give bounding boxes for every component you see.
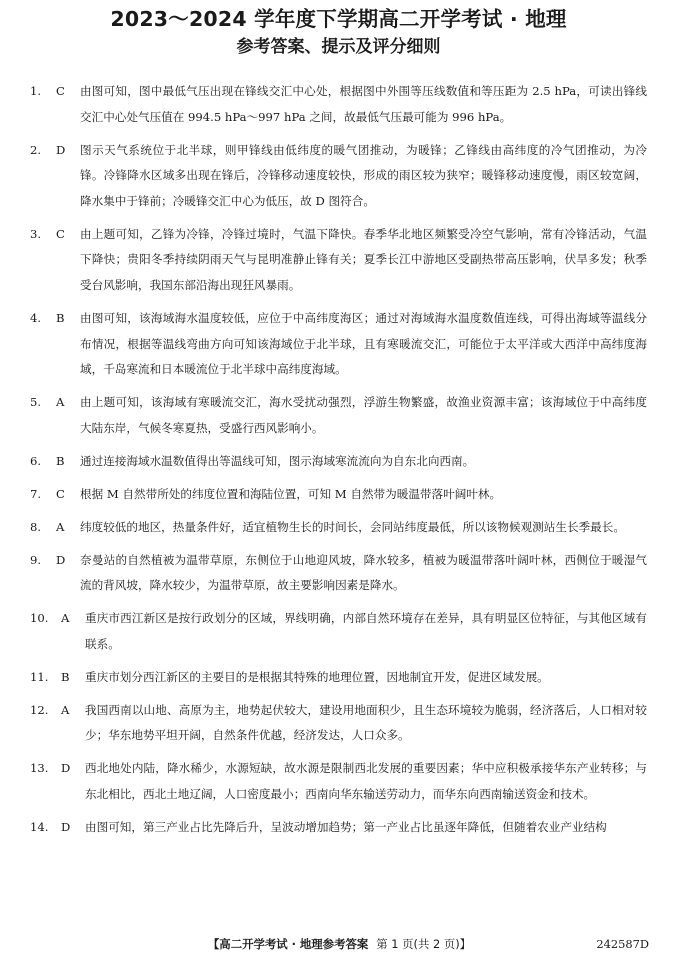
page-footer — [30, 934, 649, 954]
answer-explanation: 由图可知，该海域海水温度较低，应位于中高纬度海区；通过对海域海水温度数值连线，可得出海域等温线分布情况，根据等温线弯曲方向可知该海域位于北半球，且有寒暖流交汇，可能位于太平洋或大西洋中高纬度海域，千岛寒流和日本暖流位于北半球中高纬度海域。 — [80, 310, 647, 377]
answer-explanation: 根据 M 自然带所处的纬度位置和海陆位置，可知 M 自然带为暖温带落叶阔叶林。 — [80, 486, 502, 501]
answer-explanation: 由上题可知，该海域有寒暖流交汇，海水受扰动强烈，浮游生物繁盛，故渔业资源丰富；该海域位于中高纬度大陆东岸，气候冬寒夏热，受盛行西风影响小。 — [80, 395, 647, 435]
question-number: 12. — [30, 702, 49, 717]
answer-item — [30, 390, 647, 441]
question-number: 9. — [30, 552, 42, 567]
answer-letter: C — [56, 226, 65, 241]
document-code: 242587D — [596, 937, 649, 951]
answer-item — [30, 815, 647, 841]
question-number: 3. — [30, 226, 42, 241]
question-number: 8. — [30, 519, 42, 534]
answer-letter: C — [56, 84, 65, 98]
answer-explanation: 西北地处内陆，降水稀少，水源短缺，故水源是限制西北发展的重要因素；华中应积极承接华东产业转移；与东北相比，西北土地辽阔，人口密度最小；西南向华东输送劳动力，而华东向西南输送资金和技术。 — [85, 761, 647, 801]
answer-letter: B — [61, 669, 70, 684]
question-number: 10. — [30, 611, 49, 626]
answer-letter: A — [56, 395, 65, 410]
question-number: 2. — [30, 142, 42, 157]
answer-letter: A — [61, 611, 70, 626]
answer-item — [30, 515, 647, 541]
question-number: 5. — [30, 395, 42, 410]
question-number: 11. — [30, 669, 49, 684]
document-title: 2023～2024 学年度下学期高二开学考试 · 地理 — [110, 7, 567, 31]
answer-item — [30, 606, 647, 657]
answer-item — [30, 698, 647, 749]
answer-explanation: 通过连接海域水温数值得出等温线可知，图示海域寒流流向为自东北向西南。 — [80, 453, 475, 468]
answer-item — [30, 222, 647, 299]
answer-explanation: 重庆市西江新区是按行政划分的区域，界线明确，内部自然环境存在差异，具有明显区位特征，与其他区域有联系。 — [85, 611, 647, 651]
question-number: 4. — [30, 310, 42, 325]
answer-item — [30, 138, 647, 215]
answer-item — [30, 79, 647, 130]
answer-explanation: 纬度较低的地区，热量条件好，适宜植物生长的时间长，会同站纬度最低，所以该物候观测站生长季最长。 — [80, 519, 625, 534]
page-number: 第 1 页(共 2 页)】 — [376, 937, 472, 951]
answer-explanation: 由上题可知，乙锋为冷锋，冷锋过境时，气温下降快。春季华北地区频繁受冷空气影响，常有冷锋活动，气温下降快；贵阳冬季持续阴雨天气与昆明准静止锋有关；夏季长江中游地区受副热带高压影响，伏旱多发；秋季受台风影响，我国东部沿海出现狂风暴雨。 — [80, 226, 647, 292]
answer-letter: B — [56, 310, 65, 325]
answer-item — [30, 665, 647, 691]
question-number: 7. — [30, 486, 42, 501]
answer-item — [30, 756, 647, 807]
answer-explanation: 由图可知，第三产业占比先降后升，呈波动增加趋势；第一产业占比虽逐年降低，但随着农业产业结构 — [85, 819, 607, 834]
answer-letter: D — [56, 142, 66, 157]
document-subtitle: 参考答案、提示及评分细则 — [236, 37, 441, 57]
question-number: 13. — [30, 761, 49, 776]
question-number: 1. — [30, 84, 42, 98]
answer-letter: D — [56, 552, 66, 567]
answer-letter: B — [56, 453, 65, 468]
answer-item — [30, 306, 647, 383]
answer-letter: A — [61, 702, 70, 717]
answer-letter: D — [61, 761, 71, 776]
answer-explanation: 图示天气系统位于北半球，则甲锋线由低纬度的暖气团推动，为暖锋；乙锋线由高纬度的冷气团推动，为冷锋。冷锋降水区域多出现在锋后，冷锋移动速度较快，形成的雨区较为狭窄；暖锋移动速度慢，雨区较宽阔，降水集中于锋前；冷暖锋交汇中心为低压，故 D 图符合。 — [80, 142, 647, 208]
footer-title: 【高二开学考试 · 地理参考答案 — [207, 937, 369, 951]
answer-item — [30, 449, 647, 475]
question-number: 14. — [30, 819, 49, 834]
answer-item — [30, 482, 647, 508]
footer-label — [30, 934, 649, 954]
answer-list — [30, 79, 647, 841]
answer-letter: D — [61, 819, 71, 834]
answer-explanation: 我国西南以山地、高原为主，地势起伏较大，建设用地面积少，且生态环境较为脆弱，经济落后，人口相对较少；华东地势平坦开阔，自然条件优越，经济发达，人口众多。 — [85, 702, 647, 743]
answer-explanation: 重庆市划分西江新区的主要目的是根据其特殊的地理位置，因地制宜开发，促进区域发展。 — [85, 669, 549, 684]
question-number: 6. — [30, 453, 42, 468]
answer-explanation: 奈曼站的自然植被为温带草原，东侧位于山地迎风坡，降水较多，植被为暖温带落叶阔叶林，西侧位于暖湿气流的背风坡，降水较少，为温带草原，故主要影响因素是降水。 — [80, 552, 647, 593]
answer-letter: A — [56, 519, 65, 534]
answer-letter: C — [56, 486, 65, 501]
answer-item — [30, 548, 647, 599]
answer-explanation: 由图可知，图中最低气压出现在锋线交汇中心处，根据图中外围等压线数值和等压距为 2.5 hPa，可读出锋线交汇中心处气压值在 994.5 hPa～997 hPa 之间，故最低气压最可能为 996 hPa。 — [80, 84, 647, 124]
